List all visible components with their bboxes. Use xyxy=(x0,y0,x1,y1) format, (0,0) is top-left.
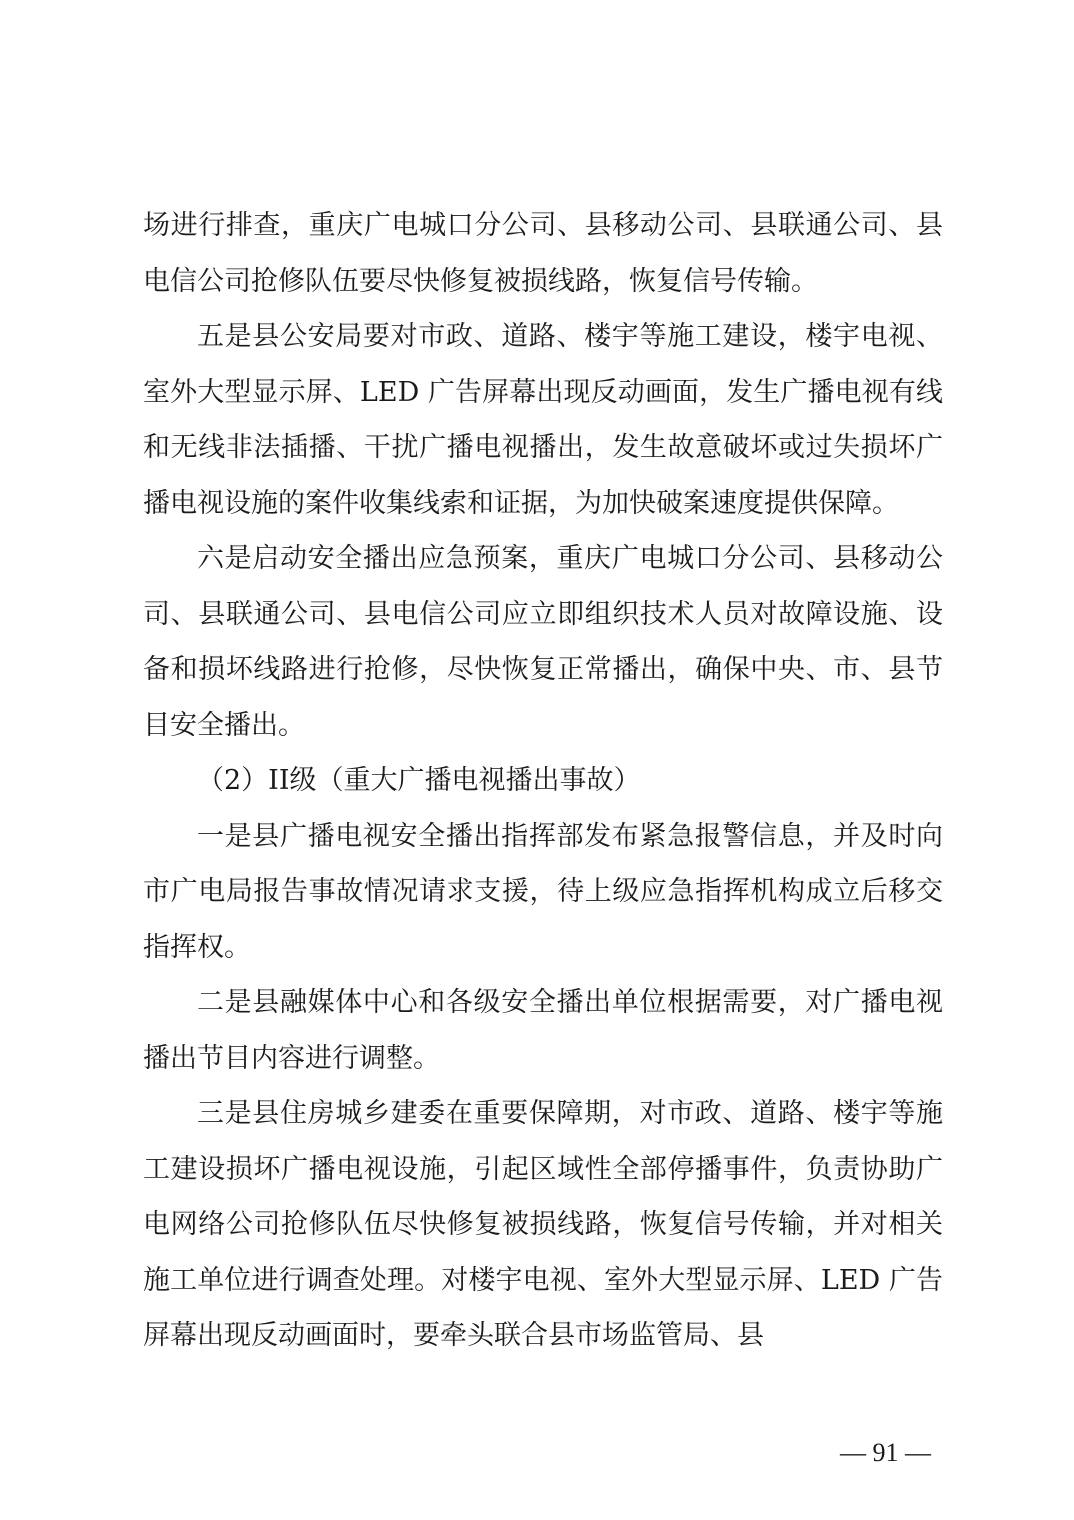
paragraph-six: 六是启动安全播出应急预案，重庆广电城口分公司、县移动公司、县联通公司、县电信公司应立即组织技术人员对故障设施、设备和损坏线路进行抢修，尽快恢复正常播出，确保中央、市、县节目安全播出。 xyxy=(143,543,943,741)
section-heading-level-2: （2）II级（重大广播电视播出事故） xyxy=(197,765,641,796)
body-text xyxy=(143,198,943,1364)
paragraph-two: 二是县融媒体中心和各级安全播出单位根据需要，对广播电视播出节目内容进行调整。 xyxy=(143,987,943,1074)
page-number: — 91 — xyxy=(840,1438,931,1467)
paragraph-continuation: 场进行排查，重庆广电城口分公司、县移动公司、县联通公司、县电信公司抢修队伍要尽快修复被损线路，恢复信号传输。 xyxy=(143,210,943,297)
paragraph-five: 五是县公安局要对市政、道路、楼宇等施工建设，楼宇电视、室外大型显示屏、LED 广告屏幕出现反动画面，发生广播电视有线和无线非法插播、干扰广播电视播出，发生故意破坏或过失损坏广播电视设施的案件收集线索和证据，为加快破案速度提供保障。 xyxy=(143,321,943,519)
paragraph-one: 一是县广播电视安全播出指挥部发布紧急报警信息，并及时向市广电局报告事故情况请求支援，待上级应急指挥机构成立后移交指挥权。 xyxy=(143,820,943,963)
paragraph-three: 三是县住房城乡建委在重要保障期，对市政、道路、楼宇等施工建设损坏广播电视设施，引起区域性全部停播事件，负责协助广电网络公司抢修队伍尽快修复被损线路，恢复信号传输，并对相关施工单位进行调查处理。对楼宇电视、室外大型显示屏、LED 广告屏幕出现反动画面时，要牵头联合县市场监管局、县 xyxy=(143,1098,943,1351)
